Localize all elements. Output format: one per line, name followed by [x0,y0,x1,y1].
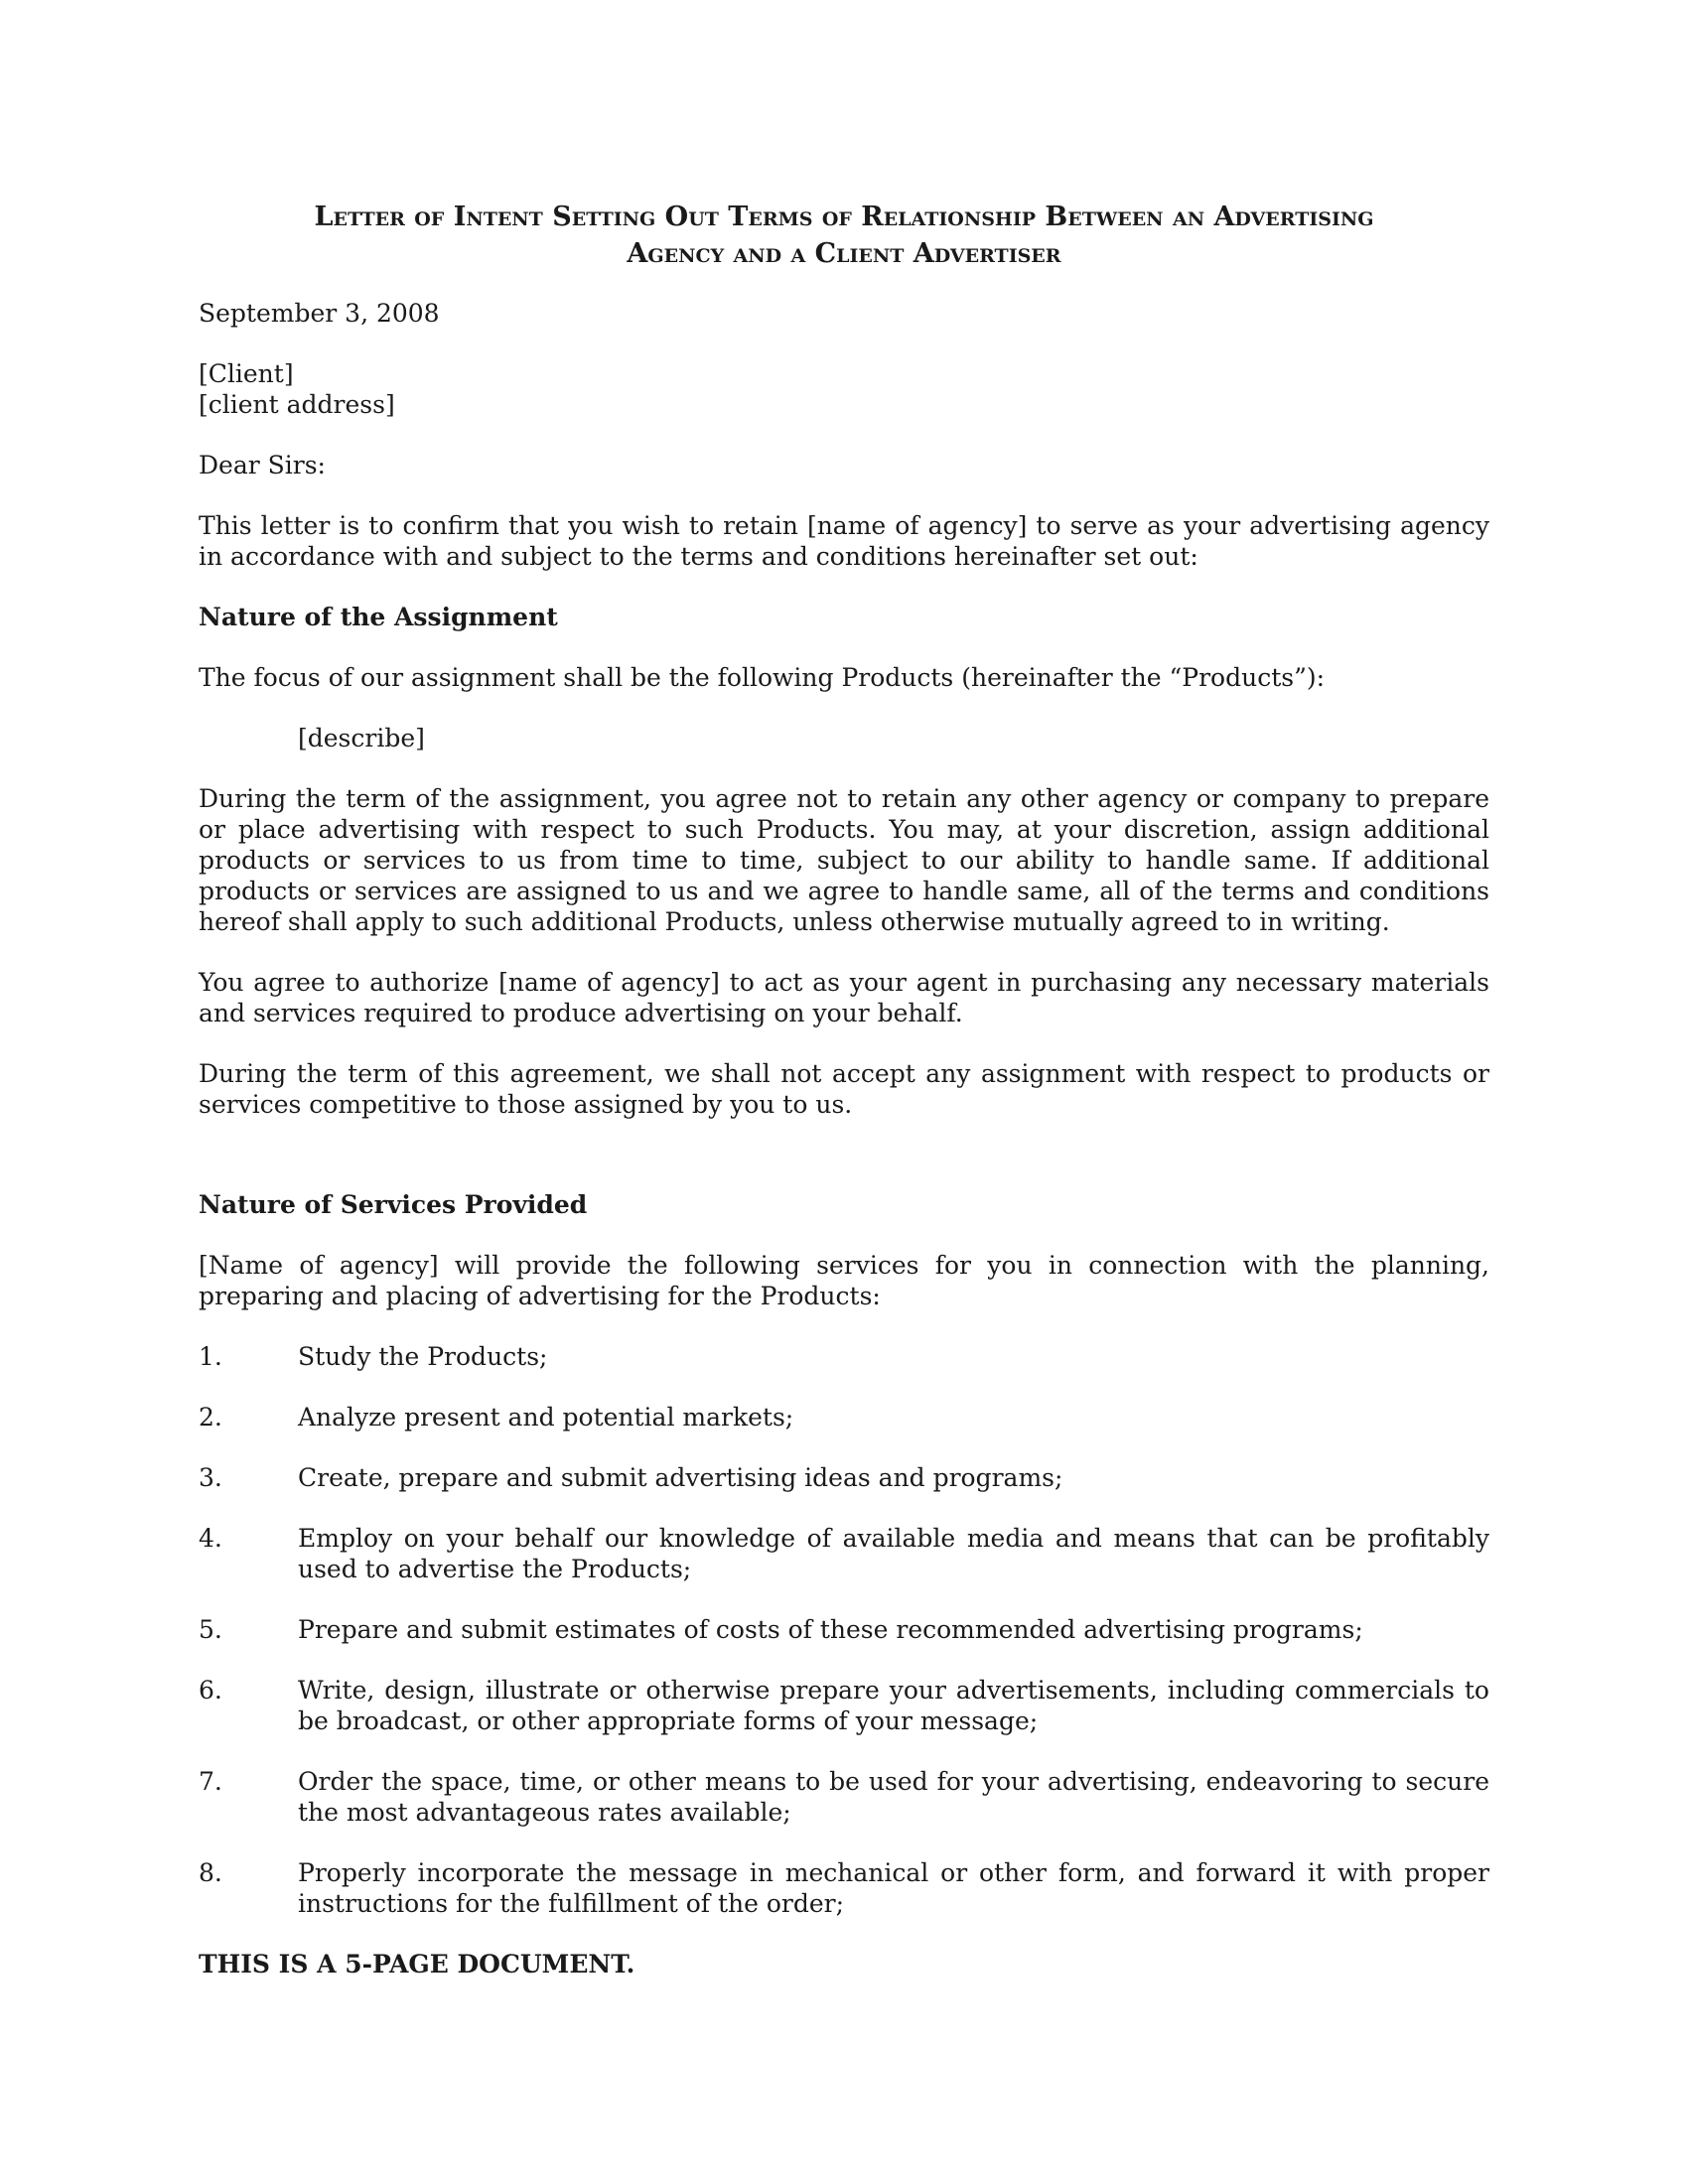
assignment-paragraph-2: During the term of the assignment, you agree not to retain any other agency or company to prepare or place advertising with respect to such Products. You may, at your discretion, assign additional products or services to us from time to time, subject to our ability to handle same. If additional products or services are assigned to us and we agree to handle same, all of the terms and conditions hereof shall apply to such additional Products, unless otherwise mutually agreed to in writing. [199,784,1489,936]
client-address: [client address] [199,390,395,419]
list-item-number: 1. [199,1342,222,1371]
services-heading: Nature of Services Provided [199,1190,588,1219]
intro-paragraph: This letter is to confirm that you wish to retain [name of agency] to serve as your advertising agency in accordance with and subject to the terms and conditions hereinafter set out: [199,511,1489,571]
list-item-number: 4. [199,1524,222,1553]
list-item [199,1402,1489,1433]
letter-date: September 3, 2008 [199,299,440,328]
list-item-text: Study the Products; [298,1342,548,1371]
list-item-number: 3. [199,1463,222,1492]
list-item [199,1857,1489,1919]
list-item-number: 6. [199,1676,222,1705]
list-item-text: Create, prepare and submit advertising ideas and programs; [298,1463,1063,1492]
title-line-2: Agency and a Client Advertiser [627,238,1061,269]
list-item [199,1766,1489,1828]
describe-placeholder: [describe] [298,724,425,752]
list-item [199,1341,1489,1372]
services-list [199,1341,1489,1919]
list-item-number: 7. [199,1767,222,1796]
list-item-number: 5. [199,1615,222,1644]
salutation: Dear Sirs: [199,451,326,479]
assignment-paragraph-1: The focus of our assignment shall be the following Products (hereinafter the “Products”): [199,663,1326,692]
list-item-text: Employ on your behalf our knowledge of available media and means that can be profitably used to advertise the Products; [298,1524,1489,1583]
list-item-text: Properly incorporate the message in mechanical or other form, and forward it with proper instructions for the fulfillment of the order; [298,1858,1489,1918]
list-item-text: Prepare and submit estimates of costs of these recommended advertising programs; [298,1615,1363,1644]
section-spacer [199,1150,1489,1189]
list-item-text: Analyze present and potential markets; [298,1403,794,1432]
page-count-note: THIS IS A 5-PAGE DOCUMENT. [199,1950,635,1979]
list-item [199,1675,1489,1736]
recipient-address [199,358,1489,420]
assignment-paragraph-3: You agree to authorize [name of agency] to act as your agent in purchasing any necessary materials and services required to produce advertising on your behalf. [199,968,1489,1027]
client-name: [Client] [199,359,294,388]
assignment-paragraph-4: During the term of this agreement, we shall not accept any assignment with respect to products or services competitive to those assigned by you to us. [199,1059,1489,1119]
list-item-text: Write, design, illustrate or otherwise prepare your advertisements, including commercials to be broadcast, or other appropriate forms of your message; [298,1676,1489,1735]
assignment-heading: Nature of the Assignment [199,603,558,631]
list-item-number: 8. [199,1858,222,1887]
document-title [199,199,1489,272]
services-intro: [Name of agency] will provide the following services for you in connection with the planning, preparing and placing of advertising for the Products: [199,1251,1489,1310]
list-item [199,1523,1489,1584]
list-item [199,1462,1489,1493]
document-page [199,199,1489,1979]
list-item [199,1614,1489,1645]
title-line-1: Letter of Intent Setting Out Terms of Relationship Between an Advertising [314,202,1374,232]
list-item-number: 2. [199,1403,222,1432]
list-item-text: Order the space, time, or other means to be used for your advertising, endeavoring to secure the most advantageous rates available; [298,1767,1489,1827]
